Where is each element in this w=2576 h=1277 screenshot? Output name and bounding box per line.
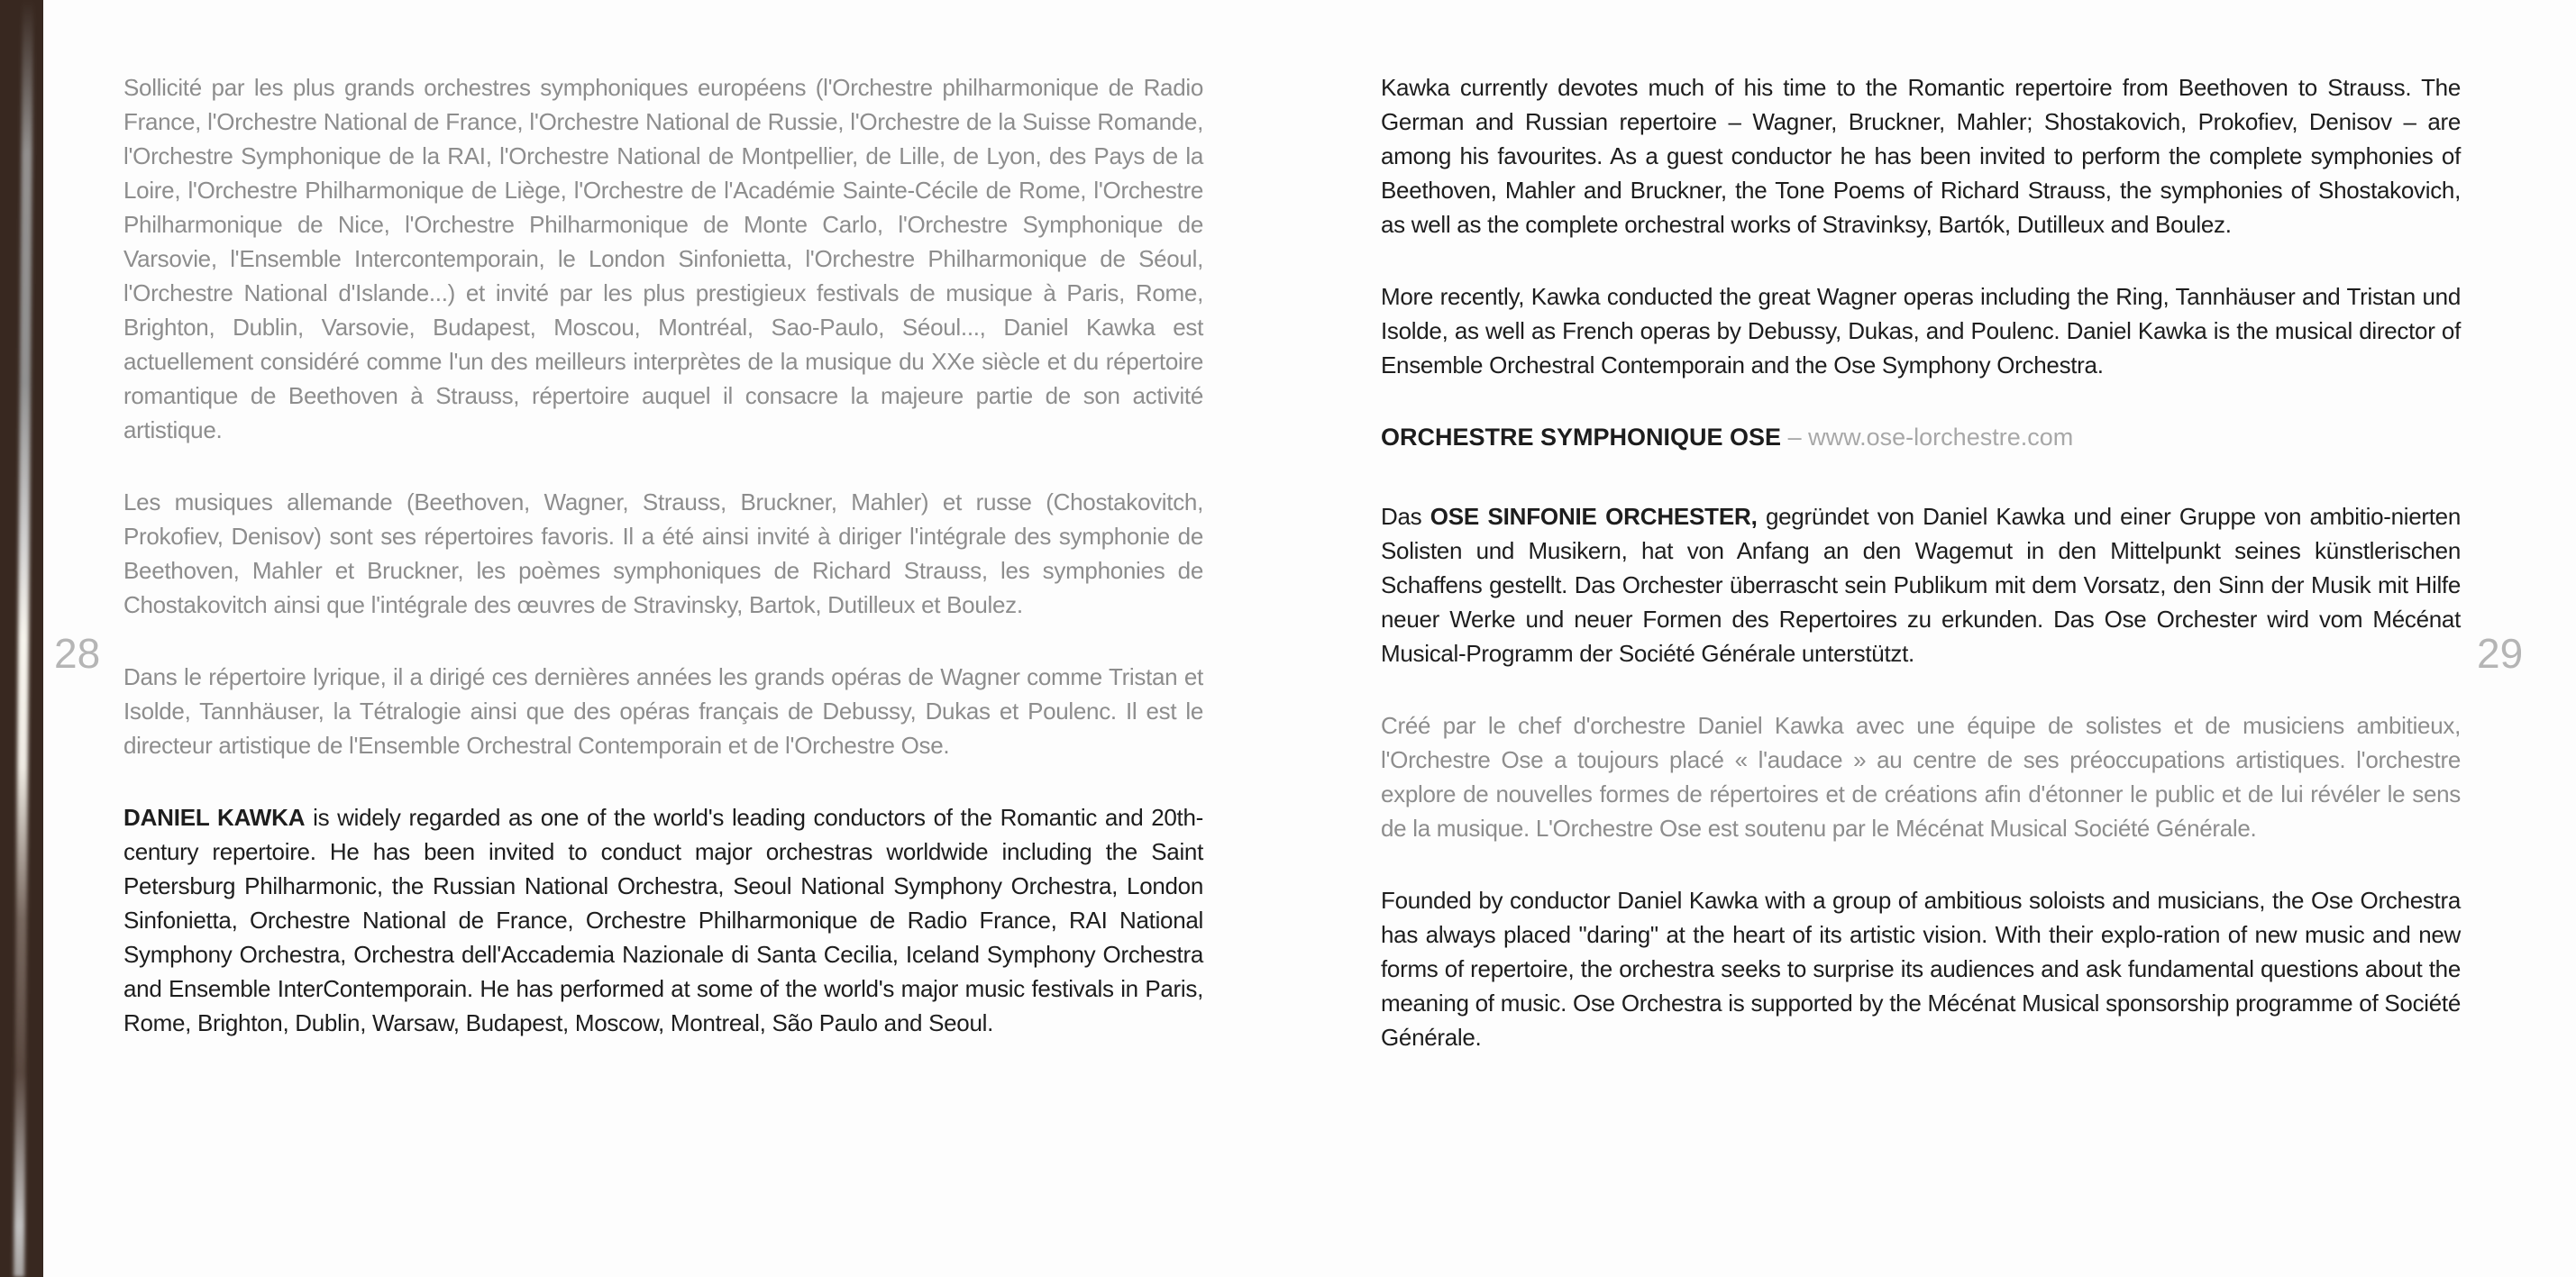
left-page-text-column xyxy=(123,70,1203,1078)
page-number-right: 29 xyxy=(2477,630,2524,677)
ose-sinfonie-orchester-name: OSE SINFONIE ORCHESTER, xyxy=(1430,503,1758,530)
german-paragraph-text: gegründet von Daniel Kawka und einer Gruppe von ambitio-nierten Solisten und Musikern, hat von Anfang an den Wagemut in den Mittelpunkt seines künstlerischen Schaffens gestellt. Das Orchester überrascht sein Publikum mit dem Vorsatz, den Sinn der Musik mit Hilfe neuer Werke und neuer Formen des Repertoires zu erkunden. Das Ose Orchester wird vom Mécénat Musical-Programm der Société Générale unterstützt. xyxy=(1381,503,2461,667)
daniel-kawka-bio-text: is widely regarded as one of the world's leading conductors of the Romantic and 20th-century repertoire. He has been invited to conduct major orchestras worldwide including the Saint Petersburg Philharmonic, the Russian National Orchestra, Seoul National Symphony Orchestra, London Sinfonietta, Orchestre National de France, Orchestre Philharmonique de Radio France, RAI National Symphony Orchestra, Orchestra dell'Accademia Nazionale di Santa Cecilia, Iceland Symphony Orchestra and Ensemble InterContemporain. He has performed at some of the world's major music festivals in Paris, Rome, Brighton, Dublin, Warsaw, Budapest, Moscow, Montreal, São Paulo and Seoul. xyxy=(123,804,1203,1036)
paragraph-fr-repertoire: Les musiques allemande (Beethoven, Wagner, Strauss, Bruckner, Mahler) et russe (Chostakovitch, Prokofiev, Denisov) sont ses répertoires favoris. Il a été ainsi invité à diriger l'intégrale des symphonie de Beethoven, Mahler et Bruckner, les poèmes symphoniques de Richard Strauss, les symphonies de Chostakovitch ainsi que l'intégrale des œuvres de Stravinsky, Bartok, Dutilleux et Boulez. xyxy=(123,488,1203,618)
section-heading-url xyxy=(1788,424,2074,451)
paragraph-en-repertoire: Kawka currently devotes much of his time to the Romantic repertoire from Beethoven to Strauss. The German and Russian repertoire – Wagner, Bruckner, Mahler; Shostakovich, Prokofiev, Denisov – are among his favourites. As a guest conductor he has been invited to perform the complete symphonies of Beethoven, Mahler and Bruckner, the Tone Poems of Richard Strauss, the symphonies of Shostakovich, as well as the complete orchestral works of Stravinksy, Bartók, Dutilleux and Boulez. xyxy=(1381,74,2461,238)
page-number-left: 28 xyxy=(54,630,101,677)
paragraph-fr-lyrique: Dans le répertoire lyrique, il a dirigé ces dernières années les grands opéras de Wagner comme Tristan et Isolde, Tannhäuser, la Tétralogie ainsi que des opéras français de Debussy, Dukas et Poulenc. Il est le directeur artistique de l'Ensemble Orchestral Contemporain et de l'Orchestre Ose. xyxy=(123,663,1203,759)
paragraph-en-founded: Founded by conductor Daniel Kawka with a group of ambitious soloists and musicians, the Ose Orchestra has always placed "daring" at the heart of its artistic vision. With their explo-ration of new music and new forms of repertoire, the orchestra seeks to surprise its audiences and ask fundamental questions about the meaning of music. Ose Orchestra is supported by the Mécénat Musical sponsorship programme of Société Générale. xyxy=(1381,887,2461,1051)
daniel-kawka-name: DANIEL KAWKA xyxy=(123,804,306,831)
section-heading-orchestre-ose xyxy=(1381,420,2461,454)
paragraph-de-ose-orchester xyxy=(1381,499,2461,670)
paragraph-en-daniel-kawka-bio xyxy=(123,800,1203,1040)
left-edge-photo-strip xyxy=(0,0,43,1277)
section-heading-url-text: www.ose-lorchestre.com xyxy=(1808,424,2074,451)
paragraph-fr-cree-par: Créé par le chef d'orchestre Daniel Kawka avec une équipe de solistes et de musiciens ambitieux, l'Orchestre Ose a toujours placé « l'audace » au centre de ses préoccupations artistiques. l'orchestre explore de nouvelles formes de répertoires et de créations afin d'étonner le public et de lui révéler le sens de la musique. L'Orchestre Ose est soutenu par le Mécénat Musical Société Générale. xyxy=(1381,712,2461,842)
german-paragraph-pre: Das xyxy=(1381,503,1422,530)
section-heading-separator: – xyxy=(1787,424,1802,451)
paragraph-en-operas: More recently, Kawka conducted the great Wagner operas including the Ring, Tannhäuser and Tristan und Isolde, as well as French operas by Debussy, Dukas, and Poulenc. Daniel Kawka is the musical director of Ensemble Orchestral Contemporain and the Ose Symphony Orchestra. xyxy=(1381,283,2461,379)
right-page-text-column xyxy=(1381,70,2461,1092)
photo-strip-highlight xyxy=(14,0,33,1277)
paragraph-fr-orchestras: Sollicité par les plus grands orchestres symphoniques européens (l'Orchestre philharmonique de Radio France, l'Orchestre National de France, l'Orchestre National de Russie, l'Orchestre de la Suisse Romande, l'Orchestre Symphonique de la RAI, l'Orchestre National de Montpellier, de Lille, de Lyon, des Pays de la Loire, l'Orchestre Philharmonique de Liège, l'Orchestre de l'Académie Sainte-Cécile de Rome, l'Orchestre Philharmonique de Nice, l'Orchestre Philharmonique de Monte Carlo, l'Orchestre Symphonique de Varsovie, l'Ensemble Intercontemporain, le London Sinfonietta, l'Orchestre Philharmonique de Séoul, l'Orchestre National d'Islande...) et invité par les plus prestigieux festivals de musique à Paris, Rome, Brighton, Dublin, Varsovie, Budapest, Moscou, Montréal, Sao-Paulo, Séoul..., Daniel Kawka est actuellement considéré comme l'un des meilleurs interprètes de la musique du XXe siècle et du répertoire romantique de Beethoven à Strauss, répertoire auquel il consacre la majeure partie de son activité artistique. xyxy=(123,74,1203,443)
section-heading-title: ORCHESTRE SYMPHONIQUE OSE xyxy=(1381,424,1782,451)
